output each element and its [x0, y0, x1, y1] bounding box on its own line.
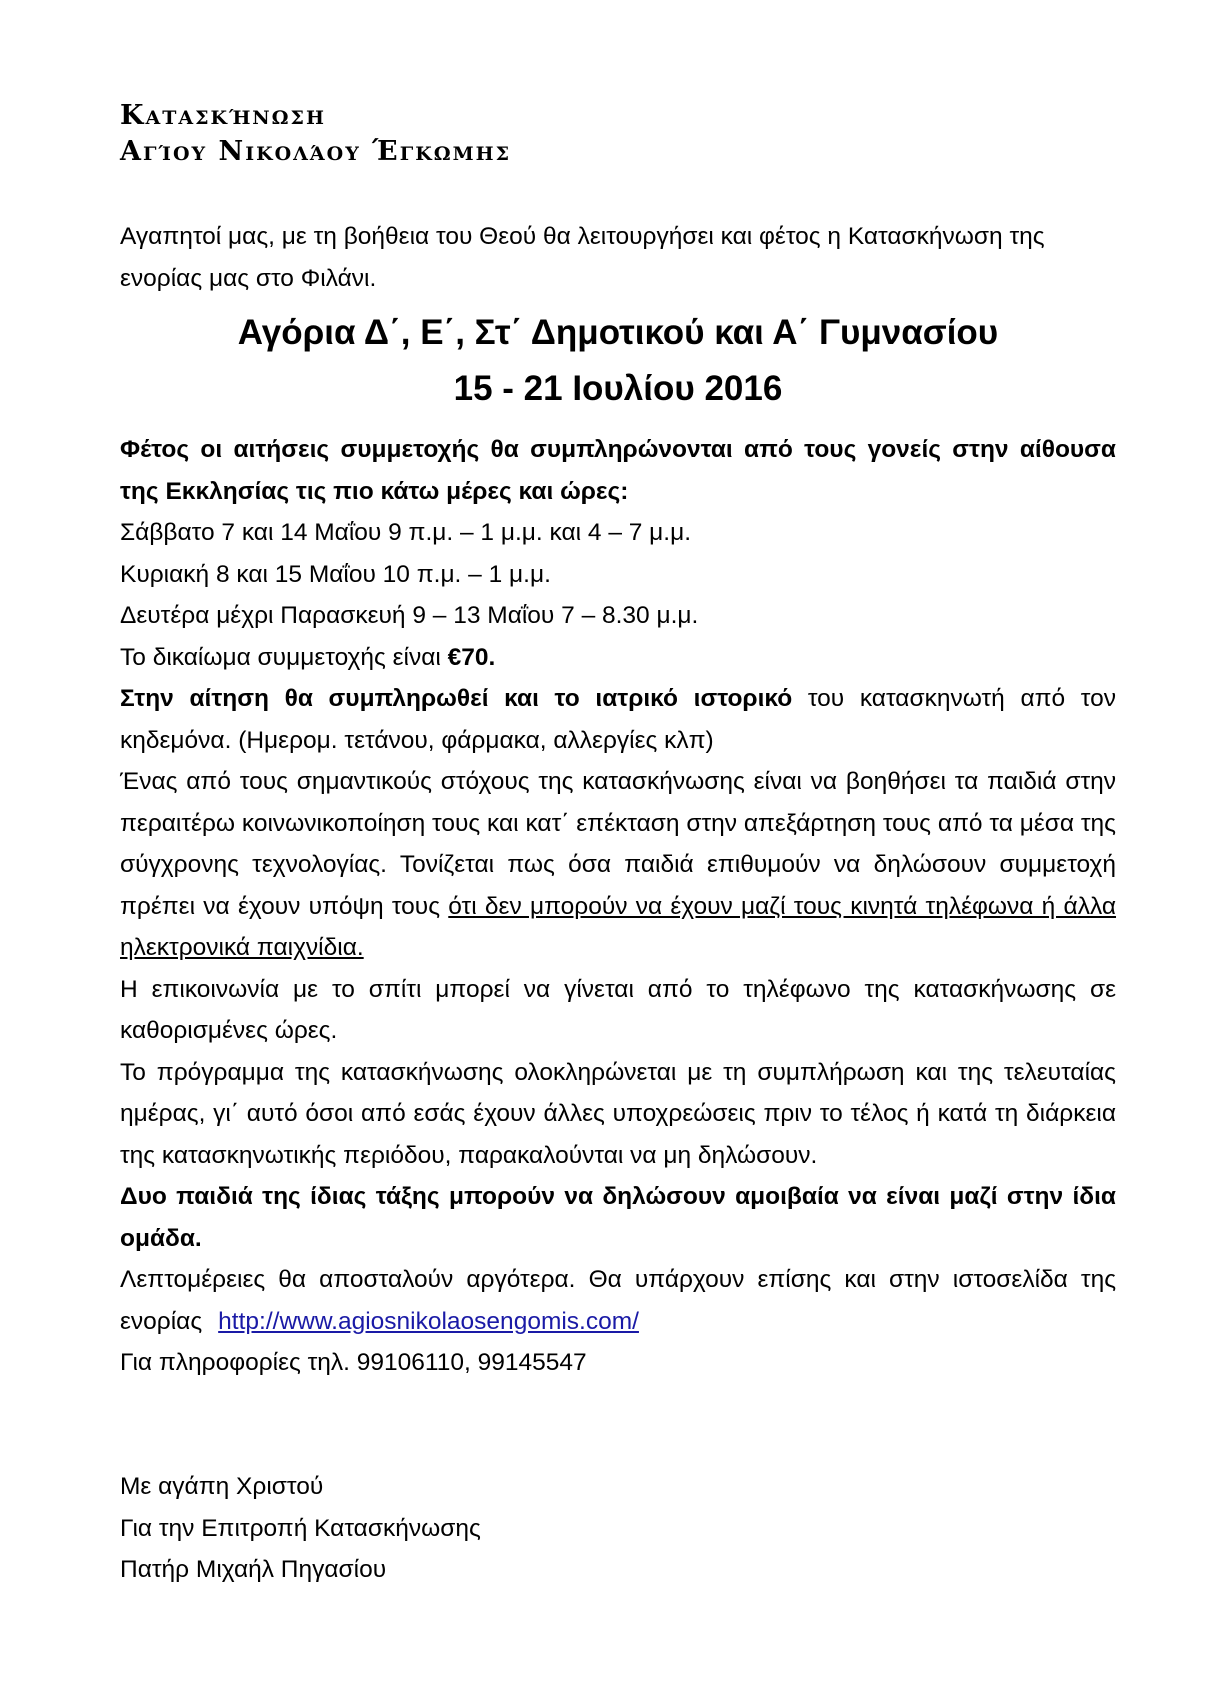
- program-paragraph: Το πρόγραμμα της κατασκήνωσης ολοκληρώνεται με τη συμπλήρωση και της τελευταίας ημέρας, γι΄ αυτό όσοι από εσάς έχουν άλλες υποχρεώσεις πριν το τέλος ή κατά τη διάρκεια της κατασκηνωτικής περιόδου, παρακαλούνται να μη δηλώσουν.: [120, 1058, 1116, 1169]
- medical-text: του κατασκηνωτή από τον κηδεμόνα. (Ημερομ. τετάνου, φάρμακα, αλλεργίες κλπ): [120, 685, 1116, 754]
- letter-body: [120, 216, 1116, 1384]
- schedule-line-2: Κυριακή 8 και 15 Μαΐου 10 π.μ. – 1 μ.μ.: [120, 560, 551, 588]
- applications-intro: Φέτος οι αιτήσεις συμμετοχής θα συμπληρώνονται από τους γονείς στην αίθουσα της Εκκλησίας τις πιο κάτω μέρες και ώρες:: [120, 436, 1116, 505]
- medical-paragraph: [120, 678, 1116, 761]
- title-dates: 15 - 21 Ιουλίου 2016: [453, 369, 783, 408]
- header-line-1: Κατασκήνωση: [120, 100, 326, 131]
- fee-value: €70.: [447, 643, 496, 671]
- schedule-line-3: Δευτέρα μέχρι Παρασκευή 9 – 13 Μαΐου 7 – 8.30 μ.μ.: [120, 602, 699, 629]
- event-title: [120, 305, 1116, 417]
- fee-line: [120, 637, 1116, 679]
- pairs-paragraph: Δυο παιδιά της ίδιας τάξης μπορούν να δηλώσουν αμοιβαία να είναι μαζί στην ίδια ομάδα.: [120, 1183, 1116, 1252]
- intro-paragraph: Αγαπητοί μας, με τη βοήθεια του Θεού θα λειτουργήσει και φέτος η Κατασκήνωση της ενορίας μας στο Φιλάνι.: [120, 223, 1045, 292]
- closing-line-1: Με αγάπη Χριστού: [120, 1473, 324, 1500]
- medical-bold: Στην αίτηση θα συμπληρωθεί και το ιατρικό ιστορικό: [120, 685, 793, 712]
- parish-website-link[interactable]: http://www.agiosnikolaosengomis.com/: [218, 1307, 639, 1335]
- closing-line-2: Για την Επιτροπή Κατασκήνωσης: [120, 1514, 481, 1542]
- goals-text: Ένας από τους σημαντικούς στόχους της κατασκήνωσης είναι να βοηθήσει τα παιδιά στην περαιτέρω κοινωνικοποίηση τους και κατ΄ επέκταση στην απεξάρτηση τους από τα μέσα της σύγχρονης τεχνολογίας. Τονίζεται πως όσα παιδιά επιθυμούν να δηλώσουν συμμετοχή πρέπει να έχουν υπόψη τους: [120, 768, 1116, 920]
- goals-underlined: ότι δεν μπορούν να έχουν μαζί τους κινητά τηλέφωνα ή άλλα ηλεκτρονικά παιχνίδια.: [120, 892, 1117, 961]
- fee-label: Το δικαίωμα συμμετοχής είναι: [120, 643, 448, 671]
- details-paragraph: [120, 1259, 1116, 1342]
- title-groups: Αγόρια Δ΄, Ε΄, Στ΄ Δημοτικού και Α΄ Γυμνασίου: [237, 313, 999, 352]
- communication-paragraph: Η επικοινωνία με το σπίτι μπορεί να γίνεται από το τηλέφωνο της κατασκήνωσης σε καθορισμένες ώρες.: [120, 975, 1116, 1044]
- details-text: Λεπτομέρειες θα αποσταλούν αργότερα. Θα υπάρχουν επίσης και στην ιστοσελίδα της ενορίας: [120, 1266, 1116, 1335]
- header-line-2: Αγίου Νικολάου Έγκωμης: [120, 136, 512, 167]
- info-line: Για πληροφορίες τηλ. 99106110, 99145547: [120, 1349, 587, 1376]
- schedule-line-1: Σάββατο 7 και 14 Μαΐου 9 π.μ. – 1 μ.μ. και 4 – 7 μ.μ.: [120, 519, 692, 546]
- goals-paragraph: [120, 761, 1116, 969]
- closing-line-3: Πατήρ Μιχαήλ Πηγασίου: [120, 1556, 387, 1583]
- closing-signature: [120, 1466, 481, 1591]
- camp-header: [120, 98, 511, 170]
